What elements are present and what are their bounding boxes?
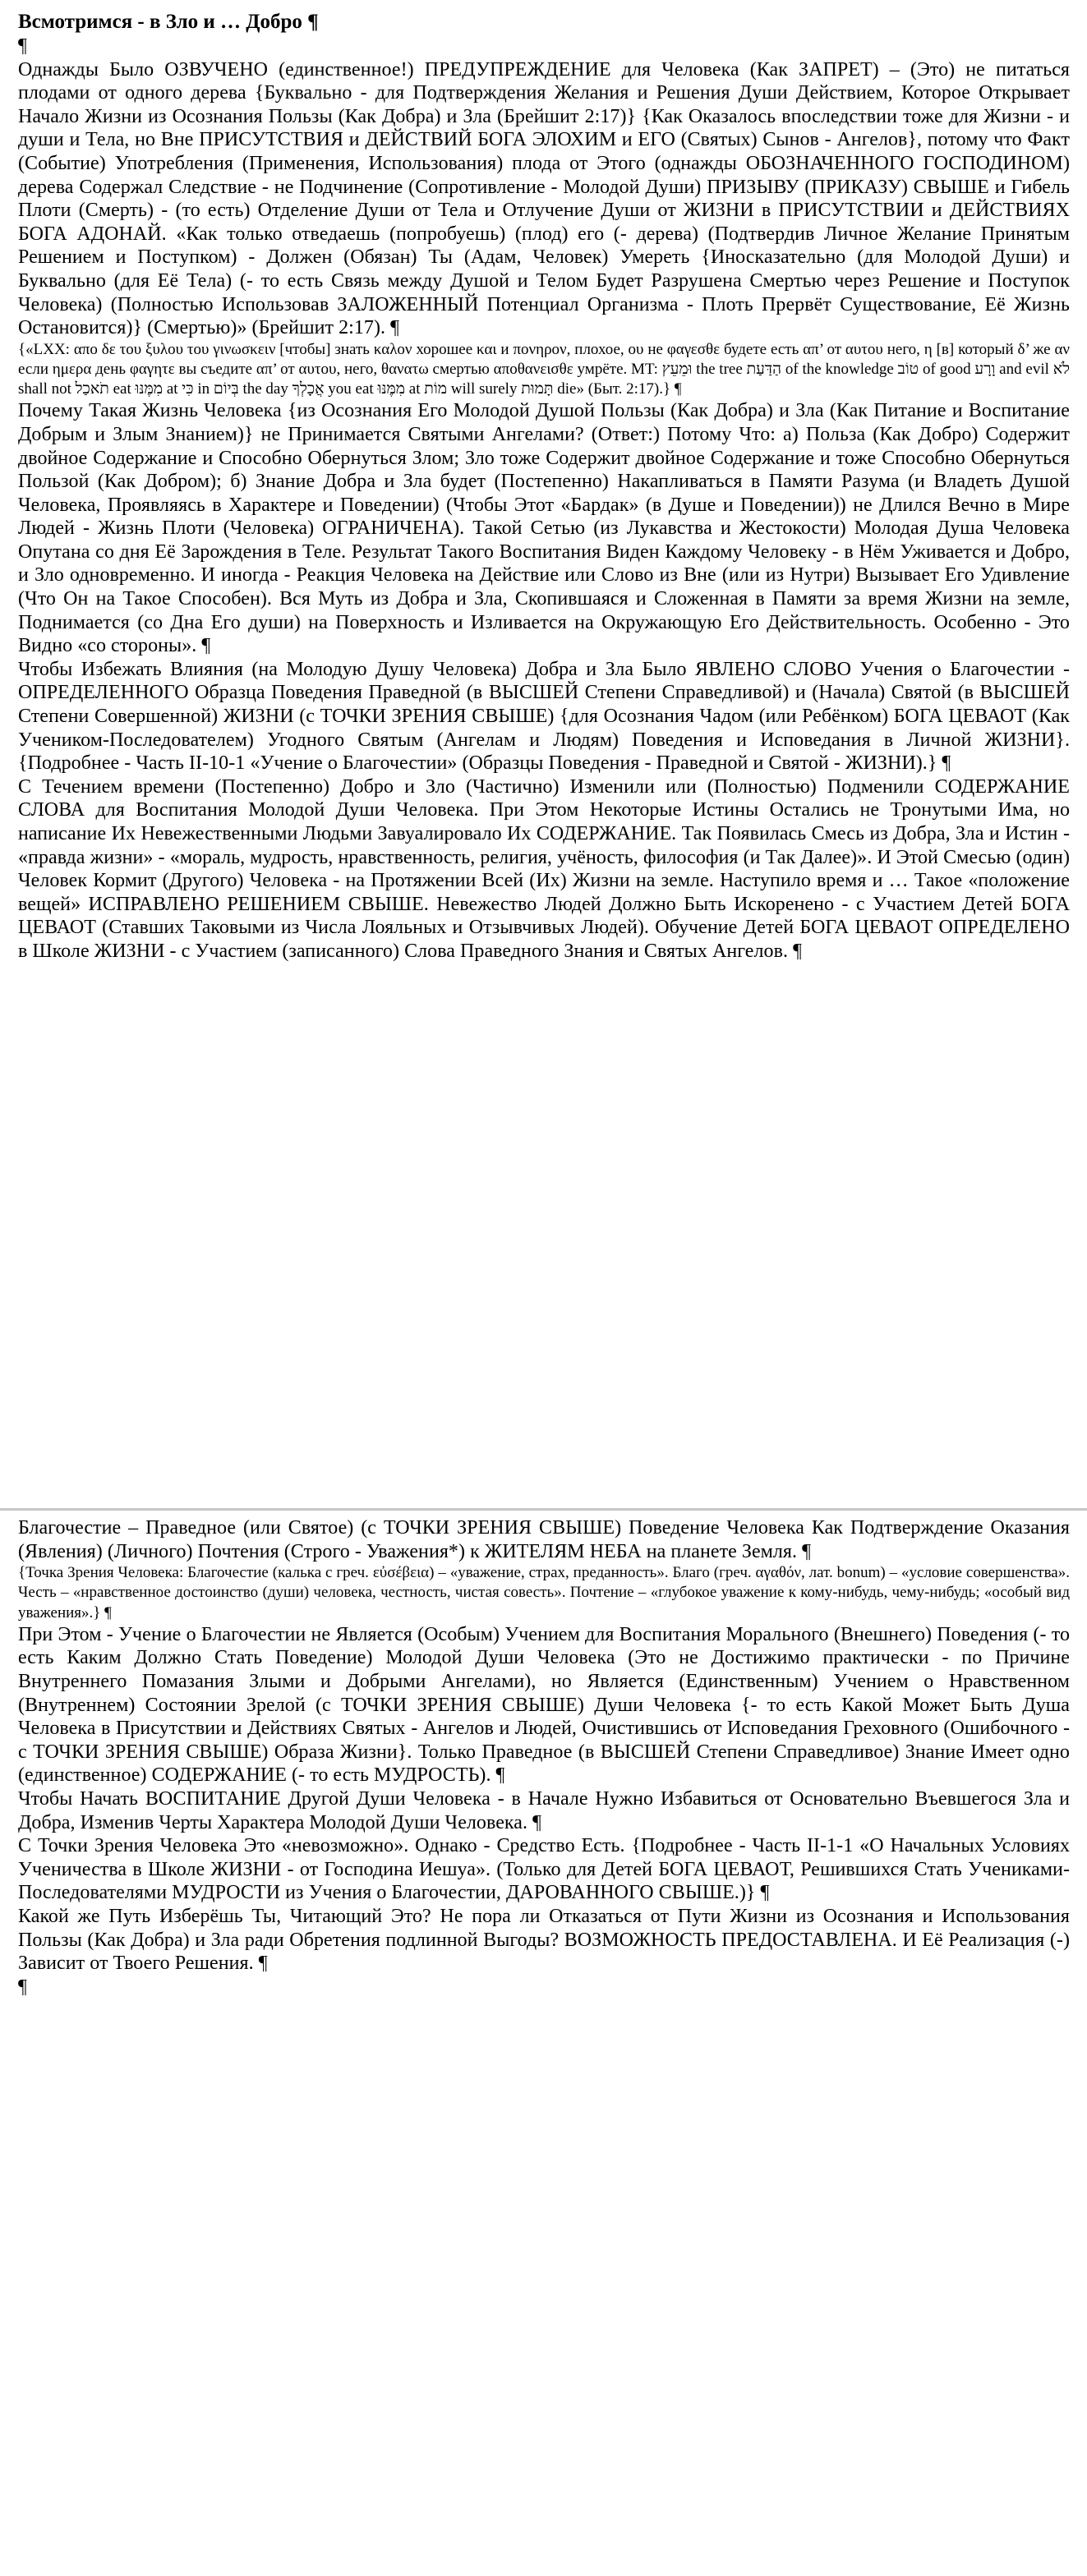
empty-paragraph-mark: ¶	[18, 35, 27, 57]
paragraph-warning: Однажды Было ОЗВУЧЕНО (единственное!) ПРЕДУПРЕЖДЕНИЕ для Человека (Как ЗАПРЕТ) – (Это) не питаться плодами от одного дерева {Буквально - для Подтверждения Желания и Решения Души Действием, Которое Открывает Начало Жизни из Осознания Пользы (Как Добра) и Зла (Брейшит 2:17)} {Как Оказалось впоследствии тоже для Жизни - и души и Тела, но Вне ПРИСУТСТВИЯ и ДЕЙСТВИЙ БОГА ЭЛОХИМ и ЕГО (Святых) Сынов - Ангелов}, потому что Факт (Событие) Употребления (Применения, Использования) плода от Этого (однажды ОБОЗНАЧЕННОГО ГОСПОДИНОМ) дерева Содержал Следствие - не Подчинение (Сопротивление - Молодой Души) ПРИЗЫВУ (ПРИКАЗУ) СВЫШЕ и Гибель Плоти (Смерть) - (то есть) Отделение Души от Тела и Отлучение Души от ЖИЗНИ в ПРИСУТСТВИИ и ДЕЙСТВИЯХ БОГА АДОНАЙ. «Как только отведаешь (попробуешь) (плод) его (- дерева) (Подтвердив Личное Желание Принятым Решением и Поступком) - Должен (Обязан) Ты (Адам, Человек) Умереть {Иносказательно (для Молодой Души) и Буквально (для Её Тела) (- то есть Связь между Душой и Телом Будет Разрушена Смертью через Решение и Поступок Человека) (Полностью Использовав ЗАЛОЖЕННЫЙ Потенциал Организма - Плоть Прервёт Существование, Её Жизнь Остановится)} (Смертью)» (Брейшит 2:17). ¶	[18, 58, 1070, 339]
paragraph-over-time: С Течением времени (Постепенно) Добро и Зло (Частично) Изменили или (Полностью) Подменили СОДЕРЖАНИЕ СЛОВА для Воспитания Молодой Души Человека. При Этом Некоторые Истины Остались не Тронутыми Има, но написание Их Невежественными Людьми Завуалировало Их СОДЕРЖАНИЕ. Так Появилась Смесь из Добра, Зла и Истин - «правда жизни» - «мораль, мудрость, нравственность, религия, учёность, философия (и Так Далее)». И Этой Смесью (один) Человек Кормит (Другого) Человека - на Протяжении Всей (Их) Жизни на земле. Наступило время и … Такое «положение вещей» ИСПРАВЛЕНО РЕШЕНИЕМ СВЫШЕ. Невежество Людей Должно Быть Искоренено - с Участием Детей БОГА ЦЕВАОТ (Ставших Таковыми из Числа Лояльных и Отзывчивых Людей). Обучение Детей БОГА ЦЕВАОТ ОПРЕДЕЛЕНО в Школе ЖИЗНИ - с Участием (записанного) Слова Праведного Знания и Святых Ангелов. ¶	[18, 775, 1070, 962]
paragraph-septuagint-quote: {«LXX: απο δε του ξυλου του γινωσκειν [чтобы] знать καλον хорошее και и πονηρον, плохое, ου не φαγεσθε будете есть απ’ от αυτου него, η [в] который δ’ же αν если ημερα день φαγητε вы съедите απ’ от αυτου, него, θανατω смертью αποθανεισθε умрёте. MT: וּמֵעֵץ the tree הַדַּעַת of the knowledge טוֹב of good וָרָע and evil לֹא shall not תֹאכַל eat מִמֶּנּוּ at כִּי in בְּיוֹם the day אֲכָלְךָ you eat מִמֶּנּוּ at מוֹת will surely תָּמוּת die» (Быт. 2:17).} ¶	[18, 340, 1071, 398]
paragraph-piety-definition: Благочестие – Праведное (или Святое) (с ТОЧКИ ЗРЕНИЯ СВЫШЕ) Поведение Человека Как Подтверждение Оказания (Явления) (Личного) Почтения (Строго - Уважения*) к ЖИТЕЛЯМ НЕБА на планете Земля. ¶	[18, 1517, 1070, 1562]
document-title: Всмотримся - в Зло и … Добро ¶	[18, 11, 319, 33]
paragraph-human-viewpoint: {Точка Зрения Человека: Благочестие (калька с греч. εὐσέβεια) – «уважение, страх, преданность». Благо (греч. αγαθόν, лат. bonum) – «условие совершенства». Честь – «нравственное достоинство (души) человека, честность, чистая совесть». Почтение – «глубокое уважение к кому-нибудь, чему-нибудь; «особый вид уважения».} ¶	[18, 1564, 1070, 1622]
paragraph-means-exist: С Точки Зрения Человека Это «невозможно». Однако - Средство Есть. {Подробнее - Часть II-1-1 «О Начальных Условиях Ученичества в Школе ЖИЗНИ - от Господина Иешуа». (Только для Детей БОГА ЦЕВАОТ, Решившихся Стать Учениками-Последователями МУДРОСТИ из Учения о Благочестии, ДАРОВАННОГО СВЫШЕ.)} ¶	[18, 1835, 1070, 1904]
paragraph-teaching-of-piety: Чтобы Избежать Влияния (на Молодую Душу Человека) Добра и Зла Было ЯВЛЕНО СЛОВО Учения о Благочестии - ОПРЕДЕЛЕННОГО Образца Поведения Праведной (в ВЫСШЕЙ Степени Справедливой) и (Начала) Святой (в ВЫСШЕЙ Степени Совершенной) ЖИЗНИ (с ТОЧКИ ЗРЕНИЯ СВЫШЕ) {для Осознания Чадом (или Ребёнком) БОГА ЦЕВАОТ (Как Учеником-Последователем) Угодного Святым (Ангелам и Людям) Поведения и Исповедания в Личной ЖИЗНИ}. {Подробнее - Часть II-10-1 «Учение о Благочестии» (Образцы Поведения - Праведной и Святой - ЖИЗНИ).} ¶	[18, 658, 1070, 775]
paragraph-which-path: Какой же Путь Изберёшь Ты, Читающий Это? Не пора ли Отказаться от Пути Жизни из Осознания и Использования Пользы (Как Добра) и Зла ради Обретения подлинной Выгоды? ВОЗМОЖНОСТЬ ПРЕДОСТАВЛЕНА. И Её Реализация (-) Зависит от Твоего Решения. ¶	[18, 1905, 1070, 1975]
page-break-divider	[0, 1508, 1087, 1511]
paragraph-not-moral-teaching: При Этом - Учение о Благочестии не Является (Особым) Учением для Воспитания Морального (Внешнего) Поведения (- то есть Каким Должно Стать Поведение) Молодой Души Человека (Это не Достижимо практически - по Причине Внутреннего Помазания Злыми и Добрыми Ангелами), но Является (Единственным) Учением о Нравственном (Внутреннем) Состоянии Зрелой (с ТОЧКИ ЗРЕНИЯ СВЫШЕ) Души Человека {- то есть Какой Может Быть Душа Человека в Присутствии и Действиях Святых - Ангелов и Людей, Очистившись от Исповедания Греховного (Ошибочного - с ТОЧКИ ЗРЕНИЯ СВЫШЕ) Образа Жизни}. Только Праведное (в ВЫСШЕЙ Степени Справедливое) Знание Имеет одно (единственное) СОДЕРЖАНИЕ (- то есть МУДРОСТЬ). ¶	[18, 1623, 1070, 1787]
document-page-2	[18, 1516, 1070, 1999]
paragraph-why-such-life: Почему Такая Жизнь Человека {из Осознания Его Молодой Душой Пользы (Как Добра) и Зла (Как Питание и Воспитание Добрым и Злым Знанием)} не Принимается Святыми Ангелами? (Ответ:) Потому Что: а) Польза (Как Добро) Содержит двойное Содержание и Способно Обернуться Злом; Зло тоже Содержит двойное Содержание и тоже Способно Обернуться Пользой (Как Добром); б) Знание Добра и Зла будет (Постепенно) Накапливаться в Памяти Разума (и Владеть Душой Человека, Проявляясь в Характере и Поведении) (Чтобы Этот «Бардак» (в Душе и Поведении)) не Длился Вечно в Мире Людей - Жизнь Плоти (Человека) ОГРАНИЧЕНА). Такой Сетью (из Лукавства и Жестокости) Молодая Душа Человека Опутана со дня Её Зарождения в Теле. Результат Такого Воспитания Виден Каждому Человеку - в Нём Уживается и Добро, и Зло одновременно. И иногда - Реакция Человека на Действие или Слово из Вне (или из Нутри) Вызывает Его Удивление (Что Он на Такое Способен). Вся Муть из Добра и Зла, Скопившаяся и Сложенная в Памяти за время Жизни на земле, Поднимается (со Дна Его души) на Поверхность и Изливается на Окружающую Его Действительность. Особенно - Это Видно «со стороны». ¶	[18, 400, 1070, 657]
paragraph-begin-education: Чтобы Начать ВОСПИТАНИЕ Другой Души Человека - в Начале Нужно Избавиться от Основательно Въевшегося Зла и Добра, Изменив Черты Характера Молодой Души Человека. ¶	[18, 1787, 1070, 1833]
empty-paragraph-mark-end: ¶	[18, 1976, 27, 1998]
document-page-1	[18, 10, 1070, 964]
